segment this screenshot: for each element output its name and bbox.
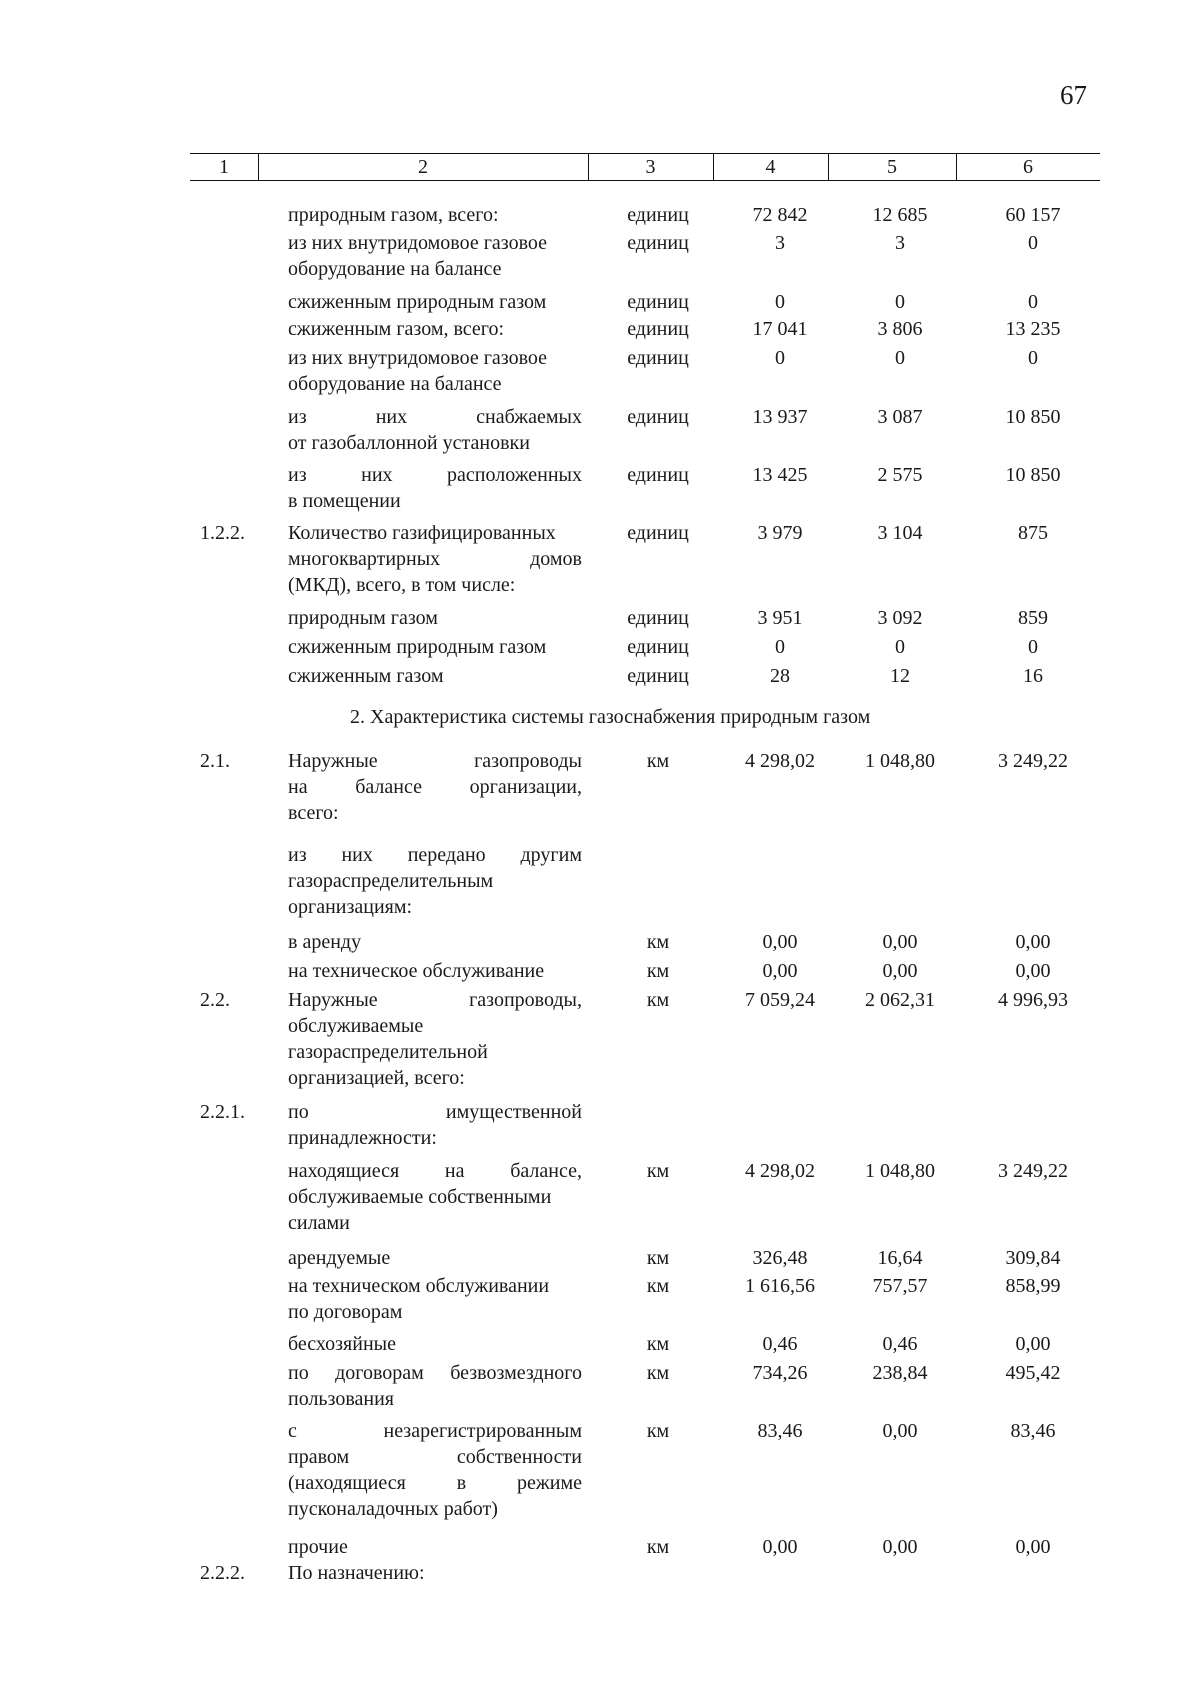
row-name-line: Количество газифицированных: [288, 522, 556, 544]
row-value-col4: 1 616,56: [745, 1275, 815, 1297]
row-value-col6: 10 850: [1005, 406, 1061, 428]
row-value-col4: 7 059,24: [745, 989, 815, 1011]
row-name-line: по договорам безвозмездного: [288, 1362, 582, 1384]
row-value-col6: 60 157: [1005, 204, 1061, 226]
row-name: [288, 1418, 582, 1522]
row-unit: единиц: [627, 406, 689, 428]
row-name: [288, 1158, 582, 1236]
row-name-line: пользования: [288, 1388, 394, 1410]
row-value-col6: 4 996,93: [998, 989, 1068, 1011]
row-number: 2.1.: [200, 750, 230, 772]
row-name-line: сжиженным природным газом: [288, 291, 547, 313]
row-value-col4: 0: [775, 347, 785, 369]
row-number: 1.2.2.: [200, 522, 245, 544]
row-name-line: всего:: [288, 802, 339, 824]
row-value-col4: 0: [775, 291, 785, 313]
row-name-line: по договорам: [288, 1301, 403, 1323]
row-name-line: из них расположенных: [288, 464, 582, 486]
row-name-line: на балансе организации,: [288, 776, 582, 798]
row-unit: единиц: [627, 464, 689, 486]
row-name-line: многоквартирных домов: [288, 548, 582, 570]
row-name-line: по имущественной: [288, 1101, 582, 1123]
row-value-col5: 3 806: [877, 318, 923, 340]
row-name-line: обслуживаемые: [288, 1015, 424, 1037]
row-name-line: обслуживаемые собственными: [288, 1186, 552, 1208]
row-name-line: из них внутридомовое газовое: [288, 347, 548, 369]
row-unit: км: [646, 750, 670, 772]
row-value-col6: 3 249,22: [998, 1160, 1068, 1182]
row-value-col6: 495,42: [1005, 1362, 1061, 1384]
row-unit: км: [646, 1275, 670, 1297]
row-value-col5: 757,57: [872, 1275, 928, 1297]
row-unit: единиц: [627, 318, 689, 340]
row-name-line: прочие: [288, 1536, 348, 1558]
row-value-col5: 1 048,80: [865, 750, 935, 772]
row-unit: км: [646, 931, 670, 953]
row-number: 2.2.: [200, 989, 230, 1011]
row-unit: единиц: [627, 522, 689, 544]
row-value-col5: 12 685: [872, 204, 928, 226]
row-name-line: оборудование на балансе: [288, 258, 502, 280]
row-name-line: (находящиеся в режиме: [288, 1472, 582, 1494]
row-value-col6: 0: [1028, 636, 1038, 658]
row-value-col4: 4 298,02: [745, 750, 815, 772]
row-value-col6: 83,46: [1010, 1420, 1056, 1442]
row-value-col5: 0,00: [882, 960, 918, 982]
row-value-col5: 16,64: [877, 1247, 923, 1269]
row-unit: км: [646, 1333, 670, 1355]
row-unit: км: [646, 1160, 670, 1182]
row-value-col4: 0,00: [762, 931, 798, 953]
row-value-col5: 0,00: [882, 1420, 918, 1442]
header-col-3: 3: [645, 156, 656, 178]
row-name: [288, 842, 582, 920]
row-name-line: из них снабжаемых: [288, 406, 582, 428]
row-unit: км: [646, 1420, 670, 1442]
row-value-col6: 0,00: [1015, 1536, 1051, 1558]
row-number: 2.2.2.: [200, 1562, 245, 1584]
row-name-line: из них передано другим: [288, 844, 582, 866]
row-name: [288, 1534, 582, 1560]
row-name: [288, 230, 582, 282]
row-name-line: находящиеся на балансе,: [288, 1160, 582, 1182]
row-name-line: природным газом: [288, 607, 438, 629]
row-name-line: пусконаладочных работ): [288, 1498, 498, 1520]
row-name-line: (МКД), всего, в том числе:: [288, 574, 516, 596]
header-col-4: 4: [765, 156, 776, 178]
row-name: [288, 634, 582, 660]
row-value-col6: 309,84: [1005, 1247, 1061, 1269]
page-number: 67: [1060, 80, 1087, 110]
row-name: [288, 462, 582, 514]
row-value-col6: 0: [1028, 291, 1038, 313]
row-value-col5: 3 087: [877, 406, 923, 428]
row-value-col4: 4 298,02: [745, 1160, 815, 1182]
row-value-col6: 859: [1018, 607, 1048, 629]
row-name-line: от газобаллонной установки: [288, 432, 530, 454]
row-name-line: Наружные газопроводы,: [288, 989, 582, 1011]
row-name-line: с незарегистрированным: [288, 1420, 582, 1442]
row-value-col4: 28: [770, 665, 790, 687]
row-value-col6: 0,00: [1015, 931, 1051, 953]
row-name-line: По назначению:: [288, 1562, 425, 1584]
row-unit: км: [646, 1362, 670, 1384]
row-name: [288, 987, 582, 1091]
row-name-line: организациям:: [288, 896, 413, 918]
row-name-line: оборудование на балансе: [288, 373, 502, 395]
row-value-col4: 0: [775, 636, 785, 658]
row-unit: единиц: [627, 665, 689, 687]
row-name-line: арендуемые: [288, 1247, 391, 1269]
row-name-line: сжиженным газом: [288, 665, 444, 687]
row-name: [288, 748, 582, 826]
row-name: [288, 1560, 582, 1586]
row-value-col4: 83,46: [757, 1420, 803, 1442]
row-name-line: правом собственности: [288, 1446, 582, 1468]
row-value-col4: 0,00: [762, 1536, 798, 1558]
header-col-6: 6: [1023, 156, 1033, 178]
row-name: [288, 202, 582, 228]
row-value-col5: 12: [890, 665, 910, 687]
row-value-col5: 3 092: [877, 607, 923, 629]
header-col-1: 1: [219, 156, 229, 178]
row-name: [288, 663, 582, 689]
row-unit: км: [646, 1536, 670, 1558]
header-col-2: 2: [418, 156, 428, 178]
row-name-line: Наружные газопроводы: [288, 750, 582, 772]
row-value-col4: 326,48: [752, 1247, 808, 1269]
row-name: [288, 289, 582, 315]
row-value-col5: 0,46: [882, 1333, 918, 1355]
row-name: [288, 316, 582, 342]
row-value-col5: 0: [895, 636, 905, 658]
row-name: [288, 1245, 582, 1271]
row-value-col5: 0: [895, 347, 905, 369]
row-name-line: организацией, всего:: [288, 1067, 465, 1089]
row-unit: единиц: [627, 291, 689, 313]
row-value-col5: 0,00: [882, 1536, 918, 1558]
table-header-row: [190, 153, 1100, 181]
row-value-col6: 10 850: [1005, 464, 1061, 486]
row-value-col6: 3 249,22: [998, 750, 1068, 772]
row-name: [288, 958, 582, 984]
row-unit: км: [646, 1247, 670, 1269]
row-value-col4: 3 979: [757, 522, 803, 544]
header-col-5: 5: [887, 156, 897, 178]
row-name-line: бесхозяйные: [288, 1333, 396, 1355]
row-value-col6: 0,00: [1015, 960, 1051, 982]
row-name-line: газораспределительным: [288, 870, 494, 892]
row-value-col4: 13 937: [752, 406, 808, 428]
row-unit: единиц: [627, 232, 689, 254]
row-value-col5: 1 048,80: [865, 1160, 935, 1182]
row-value-col4: 3 951: [757, 607, 803, 629]
row-value-col5: 0: [895, 291, 905, 313]
row-value-col6: 13 235: [1005, 318, 1061, 340]
row-value-col6: 0: [1028, 347, 1038, 369]
row-value-col5: 3: [895, 232, 905, 254]
row-name: [288, 345, 582, 397]
row-name: [288, 404, 582, 456]
row-unit: км: [646, 989, 670, 1011]
row-name-line: сжиженным газом, всего:: [288, 318, 505, 340]
row-value-col6: 858,99: [1005, 1275, 1061, 1297]
row-value-col4: 72 842: [752, 204, 808, 226]
row-name: [288, 1331, 582, 1357]
row-value-col4: 0,46: [762, 1333, 798, 1355]
row-name-line: на техническое обслуживание: [288, 960, 545, 982]
row-name-line: в аренду: [288, 931, 362, 953]
section-title: 2. Характеристика системы газоснабжения природным газом: [350, 706, 871, 728]
row-name-line: природным газом, всего:: [288, 204, 499, 226]
row-name-line: сжиженным природным газом: [288, 636, 547, 658]
row-value-col4: 17 041: [752, 318, 808, 340]
row-unit: единиц: [627, 636, 689, 658]
row-name-line: в помещении: [288, 490, 401, 512]
row-name-line: газораспределительной: [288, 1041, 488, 1063]
row-number: 2.2.1.: [200, 1101, 245, 1123]
row-name: [288, 520, 582, 598]
row-value-col5: 238,84: [872, 1362, 928, 1384]
row-value-col5: 2 062,31: [865, 989, 935, 1011]
row-name-line: принадлежности:: [288, 1127, 437, 1149]
row-name: [288, 1099, 582, 1151]
row-name-line: из них внутридомовое газовое: [288, 232, 548, 254]
row-name: [288, 929, 582, 955]
row-name: [288, 1273, 582, 1325]
row-value-col4: 3: [775, 232, 785, 254]
row-value-col6: 875: [1018, 522, 1048, 544]
row-value-col6: 0,00: [1015, 1333, 1051, 1355]
row-value-col5: 0,00: [882, 931, 918, 953]
row-unit: единиц: [627, 347, 689, 369]
row-name: [288, 1360, 582, 1412]
row-value-col6: 16: [1023, 665, 1043, 687]
row-name-line: на техническом обслуживании: [288, 1275, 550, 1297]
row-unit: км: [646, 960, 670, 982]
row-name: [288, 605, 582, 631]
row-name-line: силами: [288, 1212, 350, 1234]
row-unit: единиц: [627, 607, 689, 629]
row-value-col4: 13 425: [752, 464, 808, 486]
row-value-col5: 2 575: [877, 464, 923, 486]
row-value-col4: 734,26: [752, 1362, 808, 1384]
row-value-col4: 0,00: [762, 960, 798, 982]
row-unit: единиц: [627, 204, 689, 226]
row-value-col5: 3 104: [877, 522, 923, 544]
row-value-col6: 0: [1028, 232, 1038, 254]
